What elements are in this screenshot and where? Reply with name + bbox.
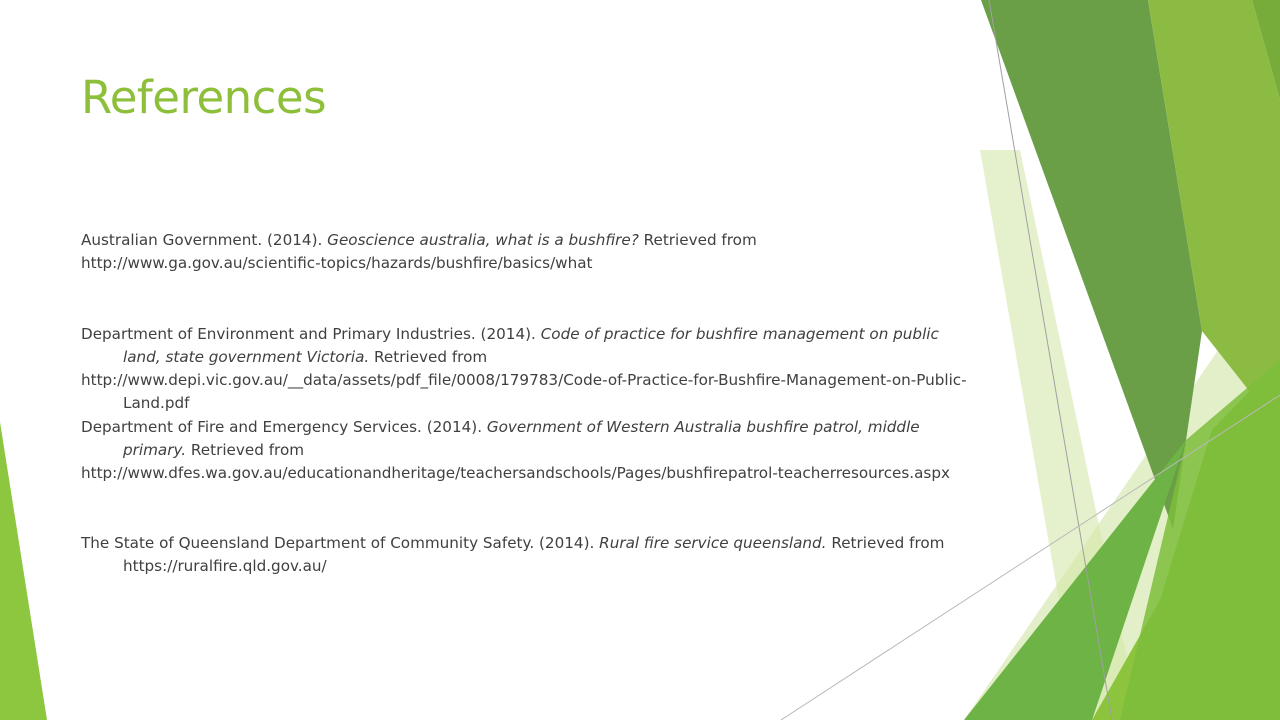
reference-item xyxy=(81,229,981,276)
references-list xyxy=(81,229,981,578)
reference-author: The State of Queensland Department of Community Safety. (2014). xyxy=(81,533,600,552)
reference-retrieved: Retrieved from xyxy=(826,533,945,552)
reference-retrieved: Retrieved from xyxy=(369,347,488,366)
reference-item xyxy=(81,416,981,486)
reference-url[interactable]: http://www.ga.gov.au/scientific-topics/hazards/bushfire/basics/what xyxy=(81,254,593,273)
slide-title: References xyxy=(81,71,327,124)
reference-retrieved: Retrieved from xyxy=(186,441,305,460)
reference-retrieved: Retrieved from xyxy=(638,231,757,249)
reference-work: Code of practice for bushfire management on public land, state government Victoria. xyxy=(123,324,939,366)
reference-work: Rural fire service queensland. xyxy=(599,533,827,552)
reference-work: Government of Western Australia bushfire patrol, middle primary. xyxy=(123,417,920,460)
reference-work: Geoscience australia, what is a bushfire? xyxy=(327,231,639,249)
reference-author: Department of Environment and Primary Industries. (2014). xyxy=(81,324,541,343)
reference-author: Department of Fire and Emergency Services. (2014). xyxy=(81,417,487,436)
reference-url[interactable]: https://ruralfire.qld.gov.au/ xyxy=(123,556,327,575)
reference-author: Australian Government. (2014). xyxy=(81,231,328,249)
reference-url[interactable]: http://www.dfes.wa.gov.au/educationandheritage/teachersandschools/Pages/bushfirepatrol-teacherresources.aspx xyxy=(81,464,950,483)
reference-url[interactable]: http://www.depi.vic.gov.au/__data/assets/pdf_file/0008/179783/Code-of-Practice-for-Bushfire-Management-on-Public-Land.pdf xyxy=(81,371,967,413)
reference-item xyxy=(81,323,981,416)
left-facet xyxy=(0,422,47,720)
reference-item xyxy=(81,532,981,579)
